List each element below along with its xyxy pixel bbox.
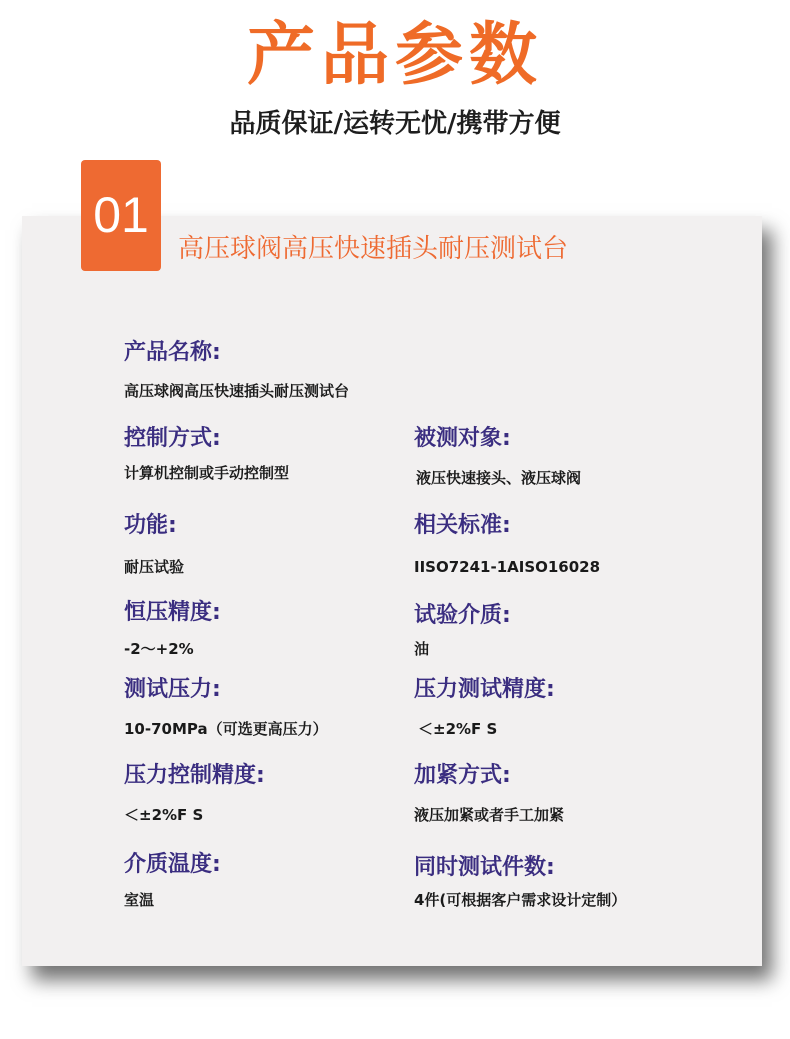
pressure-control-accuracy-label: 压力控制精度:: [124, 763, 265, 788]
control-mode-value: 计算机控制或手动控制型: [124, 464, 290, 482]
product-name-value: 高压球阀高压快速插头耐压测试台: [124, 382, 350, 400]
function-value: 耐压试验: [124, 558, 185, 576]
medium-temperature-value: 室温: [124, 891, 155, 909]
test-pressure-label: 测试压力:: [124, 677, 221, 702]
test-object-value: 液压快速接头、液压球阀: [416, 469, 582, 487]
card-title: 高压球阀高压快速插头耐压测试台: [178, 234, 569, 264]
simultaneous-pieces-label: 同时测试件数:: [414, 855, 555, 880]
test-medium-label: 试验介质:: [414, 603, 511, 628]
test-medium-value: 油: [414, 640, 430, 658]
function-label: 功能:: [124, 513, 177, 538]
pressure-test-accuracy-value: ＜±2%F S: [418, 720, 498, 738]
page-subtitle: 品质保证/运转无忧/携带方便: [229, 109, 561, 139]
test-pressure-value: 10-70MPa（可选更高压力）: [124, 720, 328, 738]
simultaneous-pieces-value: 4件(可根据客户需求设计定制）: [414, 891, 627, 909]
constant-pressure-accuracy-label: 恒压精度:: [124, 600, 221, 625]
medium-temperature-label: 介质温度:: [124, 852, 221, 877]
constant-pressure-accuracy-value: -2～+2%: [124, 640, 194, 658]
product-name-label: 产品名称:: [124, 340, 221, 365]
control-mode-label: 控制方式:: [124, 426, 221, 451]
standards-value: IISO7241-1AISO16028: [414, 558, 601, 576]
section-number-badge: 01: [81, 160, 161, 271]
clamping-mode-label: 加紧方式:: [414, 763, 511, 788]
pressure-control-accuracy-value: ＜±2%F S: [124, 806, 204, 824]
page-title: 产品参数: [246, 16, 543, 95]
pressure-test-accuracy-label: 压力测试精度:: [414, 677, 555, 702]
clamping-mode-value: 液压加紧或者手工加紧: [414, 806, 565, 824]
standards-label: 相关标准:: [414, 513, 511, 538]
test-object-label: 被测对象:: [414, 426, 511, 451]
